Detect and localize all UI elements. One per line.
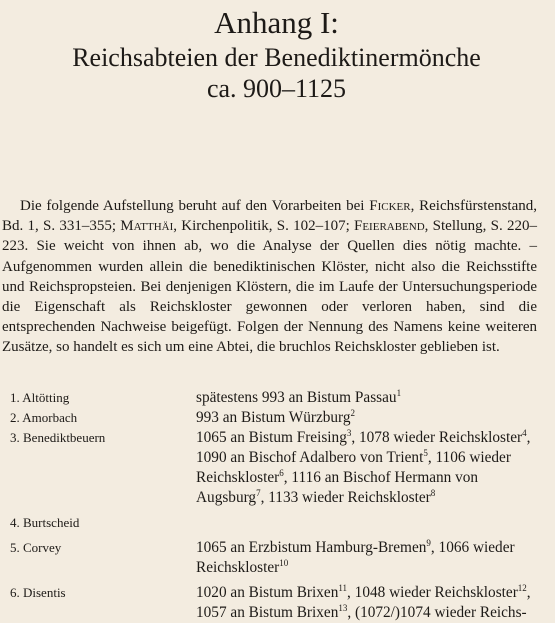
history-text: 1065 an Erzbistum Hamburg-Bremen [196,539,427,556]
history-text: , 1078 wieder Reichskloster [351,429,523,446]
abbey-history [196,513,540,533]
abbey-name: 5. Corvey [10,540,62,555]
list-item [10,583,540,623]
abbey-name: 2. Amorbach [10,410,78,425]
abbey-history [196,583,540,623]
history-text: spätestens 993 an Bistum Passau [196,389,397,406]
history-text: , (1072/)1074 wieder Reichs- [347,604,527,621]
footnote-marker: 4 [522,427,527,438]
heading-line-2: Reichsabteien der Benediktinermönche [72,43,481,72]
abbey-name: 4. Burtscheid [10,515,80,530]
list-item [10,428,540,508]
footnote-marker: 6 [279,467,284,478]
history-text: , 1066 wieder Reichskloster [196,539,515,576]
footnote-marker: 8 [430,487,436,498]
intro-text-2: , Reichsfürstenstand, Bd. 1, S. 331–355; [2,198,538,235]
abbey-history [196,408,540,428]
appendix-heading [20,0,533,104]
history-text: , 1133 wieder Reichskloster [260,489,431,506]
history-text: , 1057 an Bistum Brixen [196,584,531,621]
intro-text-1: Die folgende Aufstellung beruht auf den Vorarbeiten bei [20,198,370,214]
footnote-marker: 2 [350,407,356,418]
abbey-name: 3. Benediktbeuern [10,430,106,445]
intro-paragraph [2,196,537,358]
author-ficker: Ficker [369,198,411,214]
heading-line-1: Anhang I: [214,5,339,40]
list-item [10,388,540,408]
abbey-history [196,388,540,408]
list-item [10,513,540,533]
footnote-marker: 12 [517,582,527,593]
history-text: 1065 an Bistum Freising [196,429,347,446]
abbey-history [196,538,540,578]
heading-line-3: ca. 900–1125 [206,74,347,103]
history-text: 1020 an Bistum Brixen [196,584,339,601]
abbey-history [196,428,540,508]
footnote-marker: 7 [256,487,261,498]
abbey-name: 1. Altötting [10,390,70,405]
history-text: , 1106 wieder Reichskloster [196,449,511,486]
intro-text-4: , Stellung, S. 220–223. Sie weicht von ihnen ab, wo die Analyse der Quellen dies nötig machte. – Aufgenommen wurden allein die benediktinischen Klöster, nicht also die Reichsstifte und Reichspropsteien. Bei denjenigen Klöstern, die im Laufe der Untersuchungsperiode die Eigenschaft als Reichskloster gewonnen oder verloren haben, sind die entsprechenden Nachweise beigefügt. Folgen der Nennung des Namens keine weiteren Zusätze, so handelt es sich um eine Abtei, die bruchlos Reichskloster geblieben ist. [2,218,537,356]
footnote-marker: 3 [346,427,352,438]
footnote-marker: 9 [426,537,431,548]
footnote-marker: 13 [338,602,348,613]
history-text: , 1116 an Bischof Hermann von Augsburg [196,469,479,506]
list-item [10,538,540,578]
history-text: , 1048 wieder Reichskloster [347,584,518,601]
author-feierabend: Feierabend [354,218,425,235]
footnote-marker: 1 [396,387,402,398]
author-matthaei: Matthäi [120,218,174,235]
footnote-marker: 11 [338,582,348,593]
list-item [10,408,540,428]
abbey-name: 6. Disentis [10,585,66,600]
abbey-list [10,388,540,623]
intro-text-3: , Kirchenpolitik, S. 102–107; [173,218,354,235]
history-text: 993 an Bistum Würzburg [196,409,351,426]
footnote-marker: 10 [279,557,289,568]
footnote-marker: 5 [423,447,428,458]
history-text: , 1090 an Bischof Adalbero von Trient [196,429,531,466]
